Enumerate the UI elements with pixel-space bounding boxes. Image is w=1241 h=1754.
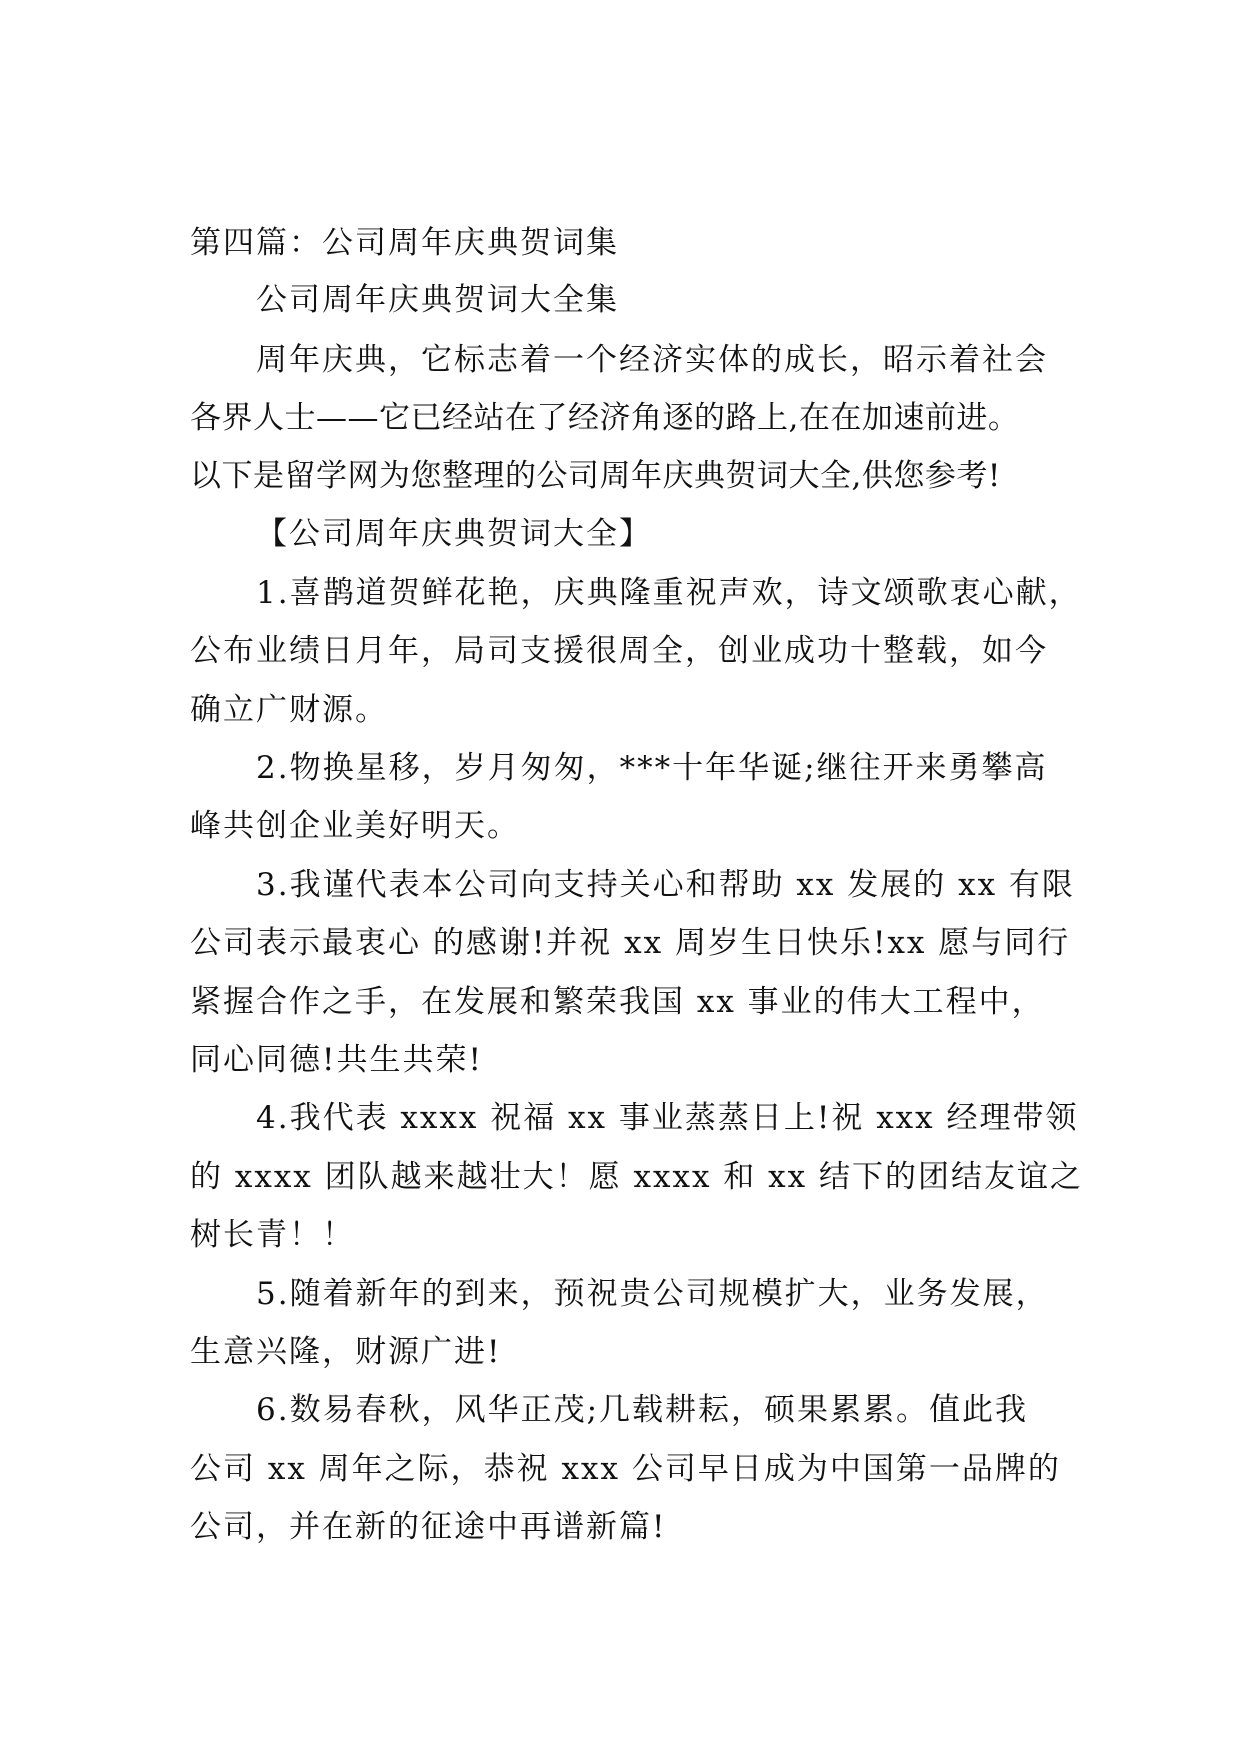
item-3-line: 同心同德!共生共荣! (190, 1042, 483, 1078)
item-3-line: 3.我谨代表本公司向支持关心和帮助 xx 发展的 xx 有限 (256, 867, 1075, 903)
item-6-line: 6.数易春秋，风华正茂;几载耕耘，硕果累累。值此我 (256, 1392, 1029, 1428)
item-2-line: 峰共创企业美好明天。 (190, 808, 520, 844)
item-3-line: 紧握合作之手，在发展和繁荣我国 xx 事业的伟大工程中， (190, 984, 1045, 1020)
item-3-line: 公司表示最衷心 的感谢!并祝 xx 周岁生日快乐!xx 愿与同行 (190, 925, 1071, 961)
item-1-line: 公布业绩日月年，局司支援很周全，创业成功十整载，如今 (190, 633, 1048, 669)
item-6-line: 公司 xx 周年之际，恭祝 xxx 公司早日成为中国第一品牌的 (190, 1451, 1061, 1487)
item-5-line: 生意兴隆，财源广进! (190, 1334, 502, 1370)
item-4-line: 4.我代表 xxxx 祝福 xx 事业蒸蒸日上!祝 xxx 经理带领 (256, 1100, 1079, 1136)
document-title: 第四篇：公司周年庆典贺词集 (190, 225, 619, 261)
item-5-line: 5.随着新年的到来，预祝贵公司规模扩大，业务发展， (256, 1276, 1049, 1312)
intro-line: 各界人士——它已经站在了经济角逐的路上,在在加速前进。 (190, 400, 1020, 436)
item-1-line: 1.喜鹊道贺鲜花艳，庆典隆重祝声欢，诗文颂歌衷心献， (256, 575, 1082, 611)
item-4-line: 树长青！！ (190, 1217, 355, 1253)
item-1-line: 确立广财源。 (190, 692, 388, 728)
item-4-line: 的 xxxx 团队越来越壮大！愿 xxxx 和 xx 结下的团结友谊之 (190, 1159, 1083, 1195)
item-6-line: 公司，并在新的征途中再谱新篇! (190, 1509, 667, 1545)
item-2-line: 2.物换星移，岁月匆匆，***十年华诞;继往开来勇攀高 (256, 750, 1048, 786)
intro-line: 周年庆典，它标志着一个经济实体的成长，昭示着社会 (256, 342, 1048, 378)
intro-line: 以下是留学网为您整理的公司周年庆典贺词大全,供您参考! (190, 458, 1001, 494)
section-heading: 【公司周年庆典贺词大全】 (256, 516, 652, 552)
document-subtitle: 公司周年庆典贺词大全集 (256, 282, 619, 318)
